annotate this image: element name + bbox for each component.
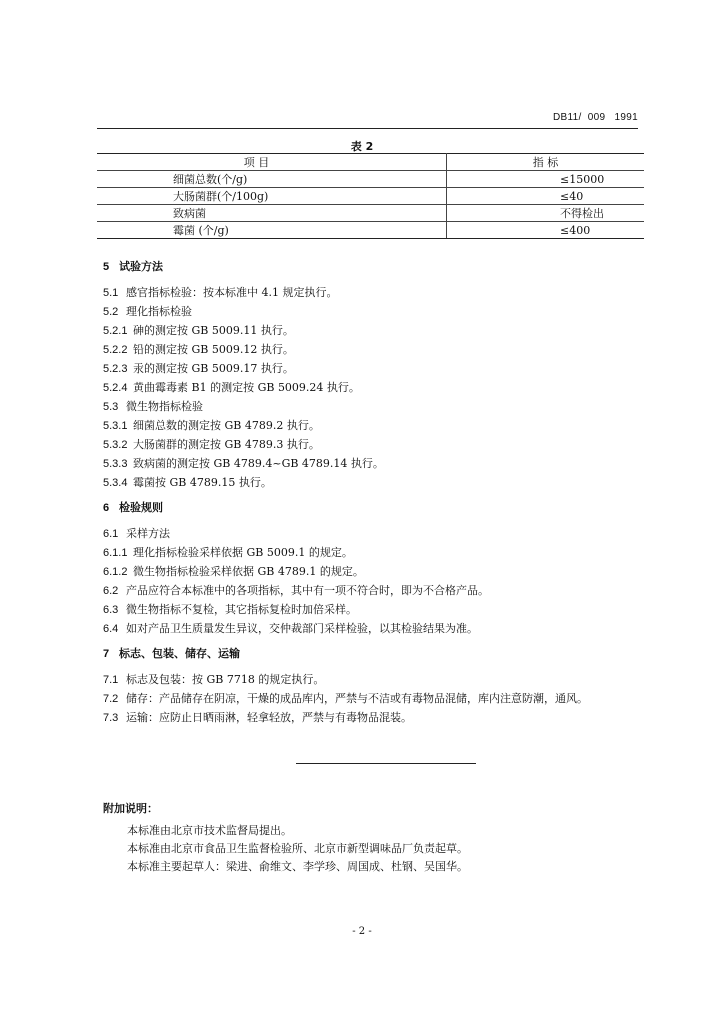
clause-6-1-1: 6.1.1 理化指标检验采样依据 GB 5009.1 的规定。 (103, 546, 353, 559)
table-row (97, 188, 644, 205)
clause-5-2-1: 5.2.1 砷的测定按 GB 5009.11 执行。 (103, 324, 294, 337)
row-item: 大肠菌群(个/100g) (97, 188, 447, 205)
clause-5-3-3: 5.3.3 致病菌的测定按 GB 4789.4~GB 4789.14 执行。 (103, 457, 384, 470)
row-value: ≤40 (447, 188, 645, 205)
clause-6-1-2: 6.1.2 微生物指标检验采样依据 GB 4789.1 的规定。 (103, 565, 364, 578)
clause-6-4: 6.4 如对产品卫生质量发生异议，交仲裁部门采样检验，以其检验结果为准。 (103, 622, 478, 635)
clause-7-2: 7.2 储存：产品储存在阴凉，干燥的成品库内，严禁与不洁或有毒物品混储，库内注意防潮，通风。 (103, 692, 588, 705)
clause-5-3-1: 5.3.1 细菌总数的测定按 GB 4789.2 执行。 (103, 419, 320, 432)
appendix-line: 本标准由北京市技术监督局提出。 (127, 824, 292, 837)
appendix-line: 本标准由北京市食品卫生监督检验所、北京市新型调味品厂负责起草。 (127, 842, 468, 855)
column-header-item: 项 目 (97, 154, 447, 171)
row-value: ≤15000 (447, 171, 645, 188)
indicator-table (97, 153, 644, 239)
row-item: 致病菌 (97, 205, 447, 222)
table-row (97, 171, 644, 188)
clause-5-2-2: 5.2.2 铅的测定按 GB 5009.12 执行。 (103, 343, 294, 356)
table-header-row (97, 154, 644, 171)
clause-5-2-4: 5.2.4 黄曲霉毒素 B1 的测定按 GB 5009.24 执行。 (103, 381, 360, 394)
clause-6-2: 6.2 产品应符合本标准中的各项指标，其中有一项不符合时，即为不合格产品。 (103, 584, 489, 597)
end-rule (296, 763, 476, 764)
clause-5-3: 5.3 微生物指标检验 (103, 400, 203, 413)
table-row (97, 222, 644, 239)
section-heading-7: 7 标志、包装、储存、运输 (103, 647, 240, 660)
row-item: 霉菌 (个/g) (97, 222, 447, 239)
row-value: ≤400 (447, 222, 645, 239)
clause-5-3-2: 5.3.2 大肠菌群的测定按 GB 4789.3 执行。 (103, 438, 320, 451)
page-number: - 2 - (352, 926, 372, 937)
clause-5-2-3: 5.2.3 汞的测定按 GB 5009.17 执行。 (103, 362, 294, 375)
standard-code: DB11/ 009 1991 (553, 112, 638, 123)
clause-7-3: 7.3 运输：应防止日晒雨淋，轻拿轻放，严禁与有毒物品混装。 (103, 711, 412, 724)
clause-5-1: 5.1 感官指标检验：按本标准中 4.1 规定执行。 (103, 286, 338, 299)
row-item: 细菌总数(个/g) (97, 171, 447, 188)
column-header-value: 指 标 (447, 154, 645, 171)
row-value: 不得检出 (447, 205, 645, 222)
appendix-line: 本标准主要起草人：梁进、俞维文、李学珍、周国成、杜钢、吴国华。 (127, 860, 468, 873)
header-rule (97, 128, 638, 129)
appendix-title: 附加说明： (103, 802, 158, 815)
table-row (97, 205, 644, 222)
clause-6-1: 6.1 采样方法 (103, 527, 170, 540)
section-heading-5: 5 试验方法 (103, 260, 163, 273)
clause-7-1: 7.1 标志及包装：按 GB 7718 的规定执行。 (103, 673, 325, 686)
clause-5-2: 5.2 理化指标检验 (103, 305, 192, 318)
table-title: 表 2 (350, 140, 374, 153)
section-heading-6: 6 检验规则 (103, 501, 163, 514)
clause-6-3: 6.3 微生物指标不复检，其它指标复检时加倍采样。 (103, 603, 357, 616)
clause-5-3-4: 5.3.4 霉菌按 GB 4789.15 执行。 (103, 476, 272, 489)
